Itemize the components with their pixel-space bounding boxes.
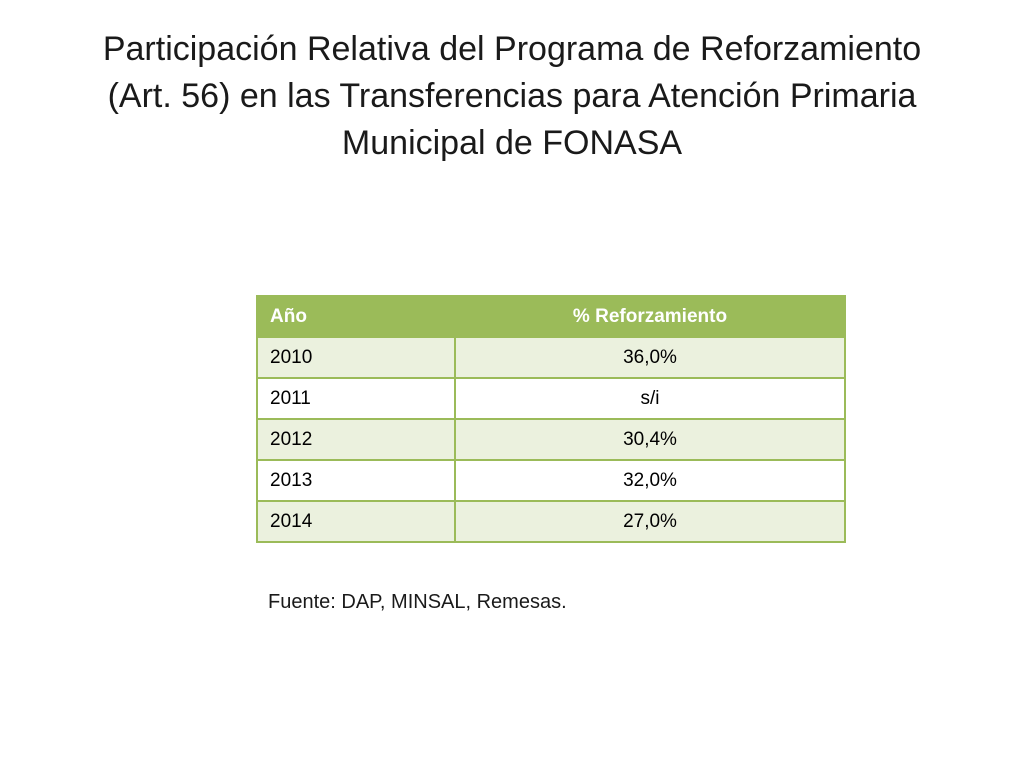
- source-note: Fuente: DAP, MINSAL, Remesas.: [268, 591, 567, 613]
- cell-year: 2014: [257, 501, 455, 542]
- cell-year: 2010: [257, 337, 455, 378]
- title-line-3: Municipal de FONASA: [341, 124, 683, 162]
- cell-year: 2013: [257, 460, 455, 501]
- cell-reforzamiento: 36,0%: [455, 337, 845, 378]
- title-line-1: Participación Relativa del Programa de Reforzamiento: [102, 30, 922, 68]
- column-header-reforzamiento: % Reforzamiento: [455, 296, 845, 337]
- cell-reforzamiento: s/i: [455, 378, 845, 419]
- cell-year: 2011: [257, 378, 455, 419]
- cell-reforzamiento: 32,0%: [455, 460, 845, 501]
- data-table: [256, 295, 846, 543]
- table-row: [257, 501, 845, 542]
- cell-reforzamiento: 27,0%: [455, 501, 845, 542]
- slide-title: [60, 26, 964, 167]
- table-row: [257, 378, 845, 419]
- table-row: [257, 460, 845, 501]
- table-row: [257, 337, 845, 378]
- cell-reforzamiento: 30,4%: [455, 419, 845, 460]
- table-row: [257, 419, 845, 460]
- cell-year: 2012: [257, 419, 455, 460]
- table-header-row: [257, 296, 845, 337]
- column-header-year: Año: [257, 296, 455, 337]
- title-line-2: (Art. 56) en las Transferencias para Atención Primaria: [107, 77, 917, 115]
